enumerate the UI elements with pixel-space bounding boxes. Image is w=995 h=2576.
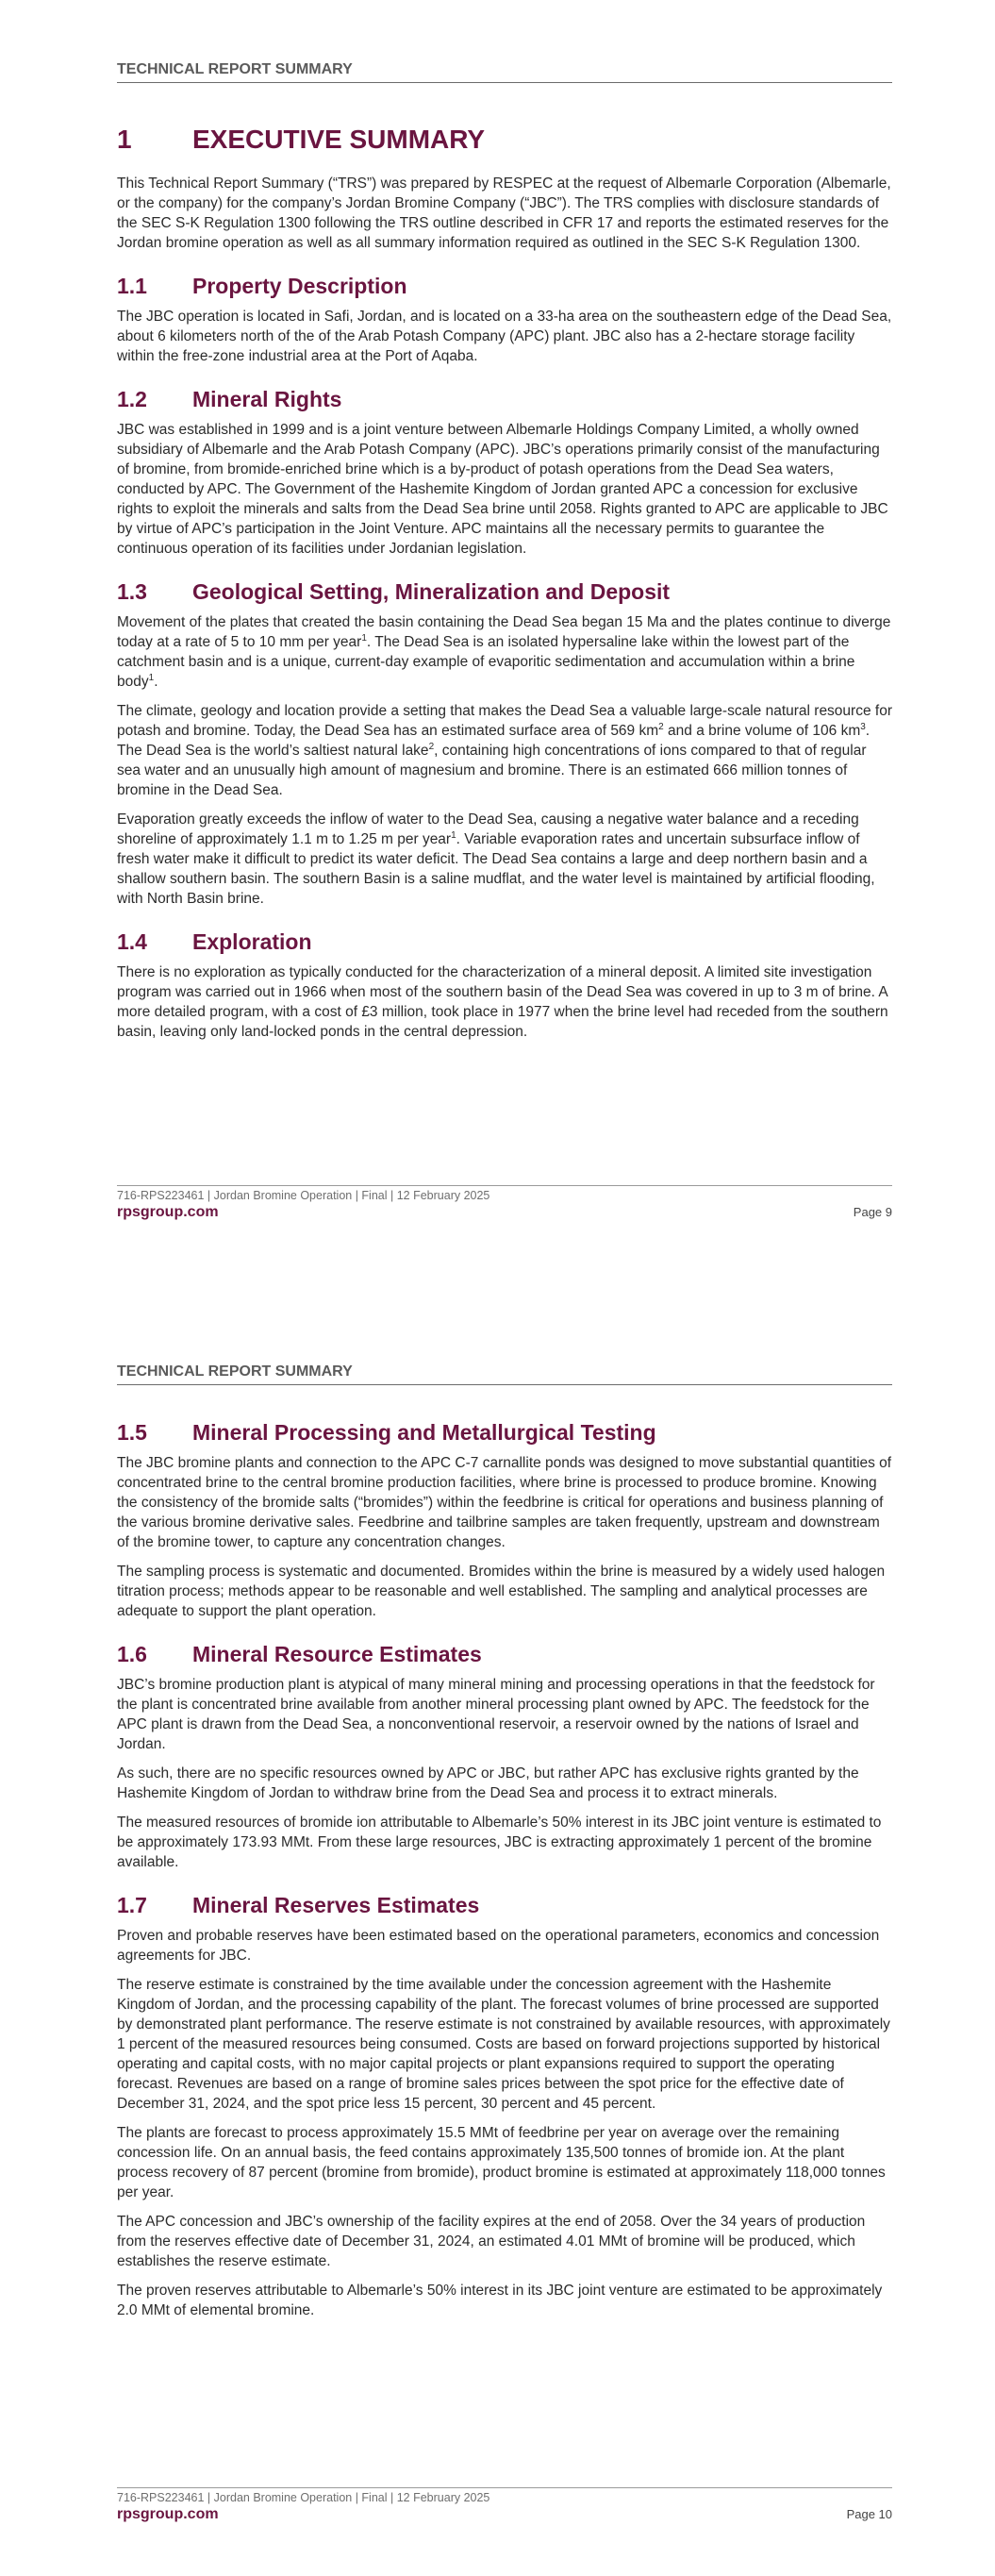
section-mineral-rights <box>117 387 892 559</box>
subsection-heading <box>117 1420 892 1446</box>
subsection-heading <box>117 929 892 955</box>
paragraph: JBC’s bromine production plant is atypical of many mineral mining and processing operations in that the feedstock for the plant is concentrated brine available from another mineral processing plant owned by APC. The feedstock for the APC plant is drawn from the Dead Sea, a nonconventional reservoir, a reservoir owned by the nations of Israel and Jordan. <box>117 1677 875 1752</box>
paragraph: The measured resources of bromide ion attributable to Albemarle’s 50% interest in its JBC joint venture is estimated to be approximately 173.93 MMt. From these large resources, JBC is extracting approximately 1 percent of the bromine available. <box>117 1815 882 1870</box>
paragraph: As such, there are no specific resources owned by APC or JBC, but rather APC has exclusive rights granted by the Hashemite Kingdom of Jordan to withdraw brine from the Dead Sea and process it to extract minerals. <box>117 1765 859 1801</box>
section-mineral-resource-estimates <box>117 1642 892 1872</box>
paragraph: The plants are forecast to process approximately 15.5 MMt of feedbrine per year on average over the remaining concession life. On an annual basis, the feed contains approximately 135,500 tonnes of bromide ion. At the plant process recovery of 87 percent (bromine from bromide), product bromine is estimated at approximately 118,000 tonnes per year. <box>117 2125 886 2200</box>
paragraph: There is no exploration as typically conducted for the characterization of a mineral deposit. A limited site investigation program was carried out in 1966 when most of the southern basin of the Dead Sea was covered in up to 3 m of brine. A more detailed program, with a cost of £3 million, took place in 1977 when the brine level had receded from the southern basin, leaving only land-locked ponds in the central depression. <box>117 964 888 1040</box>
subsection-title: Geological Setting, Mineralization and Deposit <box>192 579 671 604</box>
subsection-heading <box>117 274 892 299</box>
subsection-heading <box>117 579 892 605</box>
subsection-number: 1.3 <box>117 579 147 604</box>
page-footer <box>117 2487 892 2523</box>
subsection-title: Mineral Resource Estimates <box>192 1642 482 1666</box>
subsection-title: Mineral Processing and Metallurgical Testing <box>192 1420 656 1445</box>
text-run: , containing high concentrations of ions compared to that of regular sea water and an unusually high amount of magnesium and bromine. There is an estimated 666 million tonnes of bromine in the Dead Sea. <box>117 743 867 798</box>
subsection-title: Mineral Rights <box>192 387 342 411</box>
section-mineral-reserves-estimates <box>117 1893 892 2320</box>
text-run: Movement of the plates that created the basin containing the Dead Sea began 15 Ma and the plates continue to diverge today at a rate of 5 to 10 mm per year <box>117 614 891 650</box>
section-mineral-processing <box>117 1420 892 1621</box>
paragraph: The JBC operation is located in Safi, Jordan, and is located on a 33-ha area on the southeastern edge of the Dead Sea, about 6 kilometers north of the of the Arab Potash Company (APC) plant. JBC also has a 2-hectare storage facility within the free-zone industrial area at the Port of Aqaba. <box>117 309 892 364</box>
paragraph: JBC was established in 1999 and is a joint venture between Albemarle Holdings Company Limited, a wholly owned subsidiary of Albemarle and the Arab Potash Company (APC). JBC’s operations primarily consist of the manufacturing of bromine, from bromide-enriched brine which is a by-product of potash operations from the Dead Sea waters, conducted by APC. The Government of the Hashemite Kingdom of Jordan granted APC a concession for exclusive rights to exploit the minerals and salts from the Dead Sea brine until 2058. Rights granted to APC are applicable to JBC by virtue of APC’s participation in the Joint Venture. APC maintains all the necessary permits to guarantee the continuous operation of its facilities under Jordanian legislation. <box>117 422 888 557</box>
footnote-ref: 1 <box>451 829 456 841</box>
subsection-number: 1.7 <box>117 1893 147 1917</box>
subsection-heading <box>117 1642 892 1667</box>
page-content <box>117 1420 892 2341</box>
subsection-number: 1.2 <box>117 387 147 411</box>
paragraph: The reserve estimate is constrained by the time available under the concession agreement with the Hashemite Kingdom of Jordan, and the processing capability of the plant. The forecast volumes of brine processed are supported by demonstrated plant performance. The reserve estimate is not constrained by available resources, with approximately 1 percent of the measured resources being consumed. Costs are based on forward projections supported by historical operating and capital costs, with no major capital projects or plant expansions required to support the operating forecast. Revenues are based on a range of bromine sales prices between the spot price for the effective date of December 31, 2024, and the spot price less 15 percent, 30 percent and 45 percent. <box>117 1977 890 2112</box>
section-title-text: EXECUTIVE SUMMARY <box>192 125 486 154</box>
subsection-number: 1.5 <box>117 1420 147 1445</box>
section-property-description <box>117 274 892 366</box>
footer-meta: 716-RPS223461 | Jordan Bromine Operation | Final | 12 February 2025 <box>117 2491 490 2504</box>
paragraph: Proven and probable reserves have been estimated based on the operational parameters, economics and concession agreements for JBC. <box>117 1928 880 1964</box>
running-header: TECHNICAL REPORT SUMMARY <box>117 61 892 83</box>
page-number: Page 10 <box>846 2507 892 2521</box>
paragraph <box>117 701 892 800</box>
subsection-title: Property Description <box>192 274 407 298</box>
subsection-number: 1.4 <box>117 929 147 954</box>
subsection-heading <box>117 387 892 412</box>
footer-site-link[interactable]: rpsgroup.com <box>117 2506 219 2522</box>
footnote-ref: 1 <box>361 632 367 644</box>
paragraph: The APC concession and JBC’s ownership of the facility expires at the end of 2058. Over the 34 years of production from the reserves effective date of December 31, 2024, an estimated 4.01 MMt of bromine will be produced, which establishes the reserve estimate. <box>117 2214 866 2269</box>
paragraph <box>117 810 892 909</box>
text-run: . The Dead Sea is the world’s saltiest natural lake <box>117 723 871 759</box>
page-footer <box>117 1185 892 1221</box>
running-header: TECHNICAL REPORT SUMMARY <box>117 1363 892 1385</box>
page-number: Page 9 <box>853 1205 892 1219</box>
footnote-ref: 2 <box>428 741 435 752</box>
footnote-ref: 1 <box>148 672 155 683</box>
subsection-number: 1.1 <box>117 274 147 298</box>
subsection-title: Exploration <box>192 929 312 954</box>
subsection-number: 1.6 <box>117 1642 147 1666</box>
text-run: . Variable evaporation rates and uncertain subsurface inflow of fresh water make it difficult to predict its water deficit. The Dead Sea contains a large and deep northern basin and a shallow southern basin. The southern Basin is a saline mudflat, and the water level is maintained by artificial flooding, with North Basin brine. <box>117 831 875 907</box>
section-title-executive-summary <box>117 125 892 155</box>
text-run: . <box>154 674 158 690</box>
text-run: . The Dead Sea is an isolated hypersaline lake within the lowest part of the catchment basin and is a unique, current-day example of evaporitic sedimentation and accumulation within a brine body <box>117 634 855 690</box>
paragraph: The sampling process is systematic and documented. Bromides within the brine is measured by a widely used halogen titration process; methods appear to be reasonable and well established. The sampling and analytical processes are adequate to support the plant operation. <box>117 1564 886 1619</box>
superscript: 2 <box>658 721 664 732</box>
section-geological-setting <box>117 579 892 909</box>
superscript: 3 <box>860 721 866 732</box>
section-number: 1 <box>117 125 132 154</box>
intro-paragraph: This Technical Report Summary (“TRS”) was prepared by RESPEC at the request of Albemarle Corporation (Albemarle, or the company) for the company’s Jordan Bromine Company (“JBC”). The TRS complies with disclosure standards of the SEC S-K Regulation 1300 following the TRS outline described in CFR 17 and reports the estimated reserves for the Jordan bromine operation as well as all summary information required as outlined in the SEC S-K Regulation 1300. <box>117 176 891 251</box>
footer-site-link[interactable]: rpsgroup.com <box>117 1204 219 1220</box>
subsection-title: Mineral Reserves Estimates <box>192 1893 480 1917</box>
paragraph <box>117 612 892 692</box>
text-run: The climate, geology and location provide a setting that makes the Dead Sea a valuable large-scale natural resource for potash and bromine. Today, the Dead Sea has an estimated surface area of 569 km <box>117 703 892 739</box>
footer-meta: 716-RPS223461 | Jordan Bromine Operation | Final | 12 February 2025 <box>117 1189 490 1202</box>
subsection-heading <box>117 1893 892 1918</box>
text-run: and a brine volume of 106 km <box>663 723 861 739</box>
page-content <box>117 115 892 1062</box>
text-run: Evaporation greatly exceeds the inflow of water to the Dead Sea, causing a negative water balance and a receding shoreline of approximately 1.1 m to 1.25 m per year <box>117 811 859 847</box>
paragraph: The JBC bromine plants and connection to the APC C-7 carnallite ponds was designed to move substantial quantities of concentrated brine to the central bromine production facilities, where brine is processed to produce bromine. Knowing the consistency of the bromide salts (“bromides”) within the feedbrine is critical for operations and business planning of the various bromine derivative sales. Feedbrine and tailbrine samples are taken frequently, upstream and downstream of the bromine tower, to capture any concentration changes. <box>117 1455 892 1550</box>
paragraph: The proven reserves attributable to Albemarle’s 50% interest in its JBC joint venture are estimated to be approximately 2.0 MMt of elemental bromine. <box>117 2283 883 2318</box>
section-exploration <box>117 929 892 1042</box>
